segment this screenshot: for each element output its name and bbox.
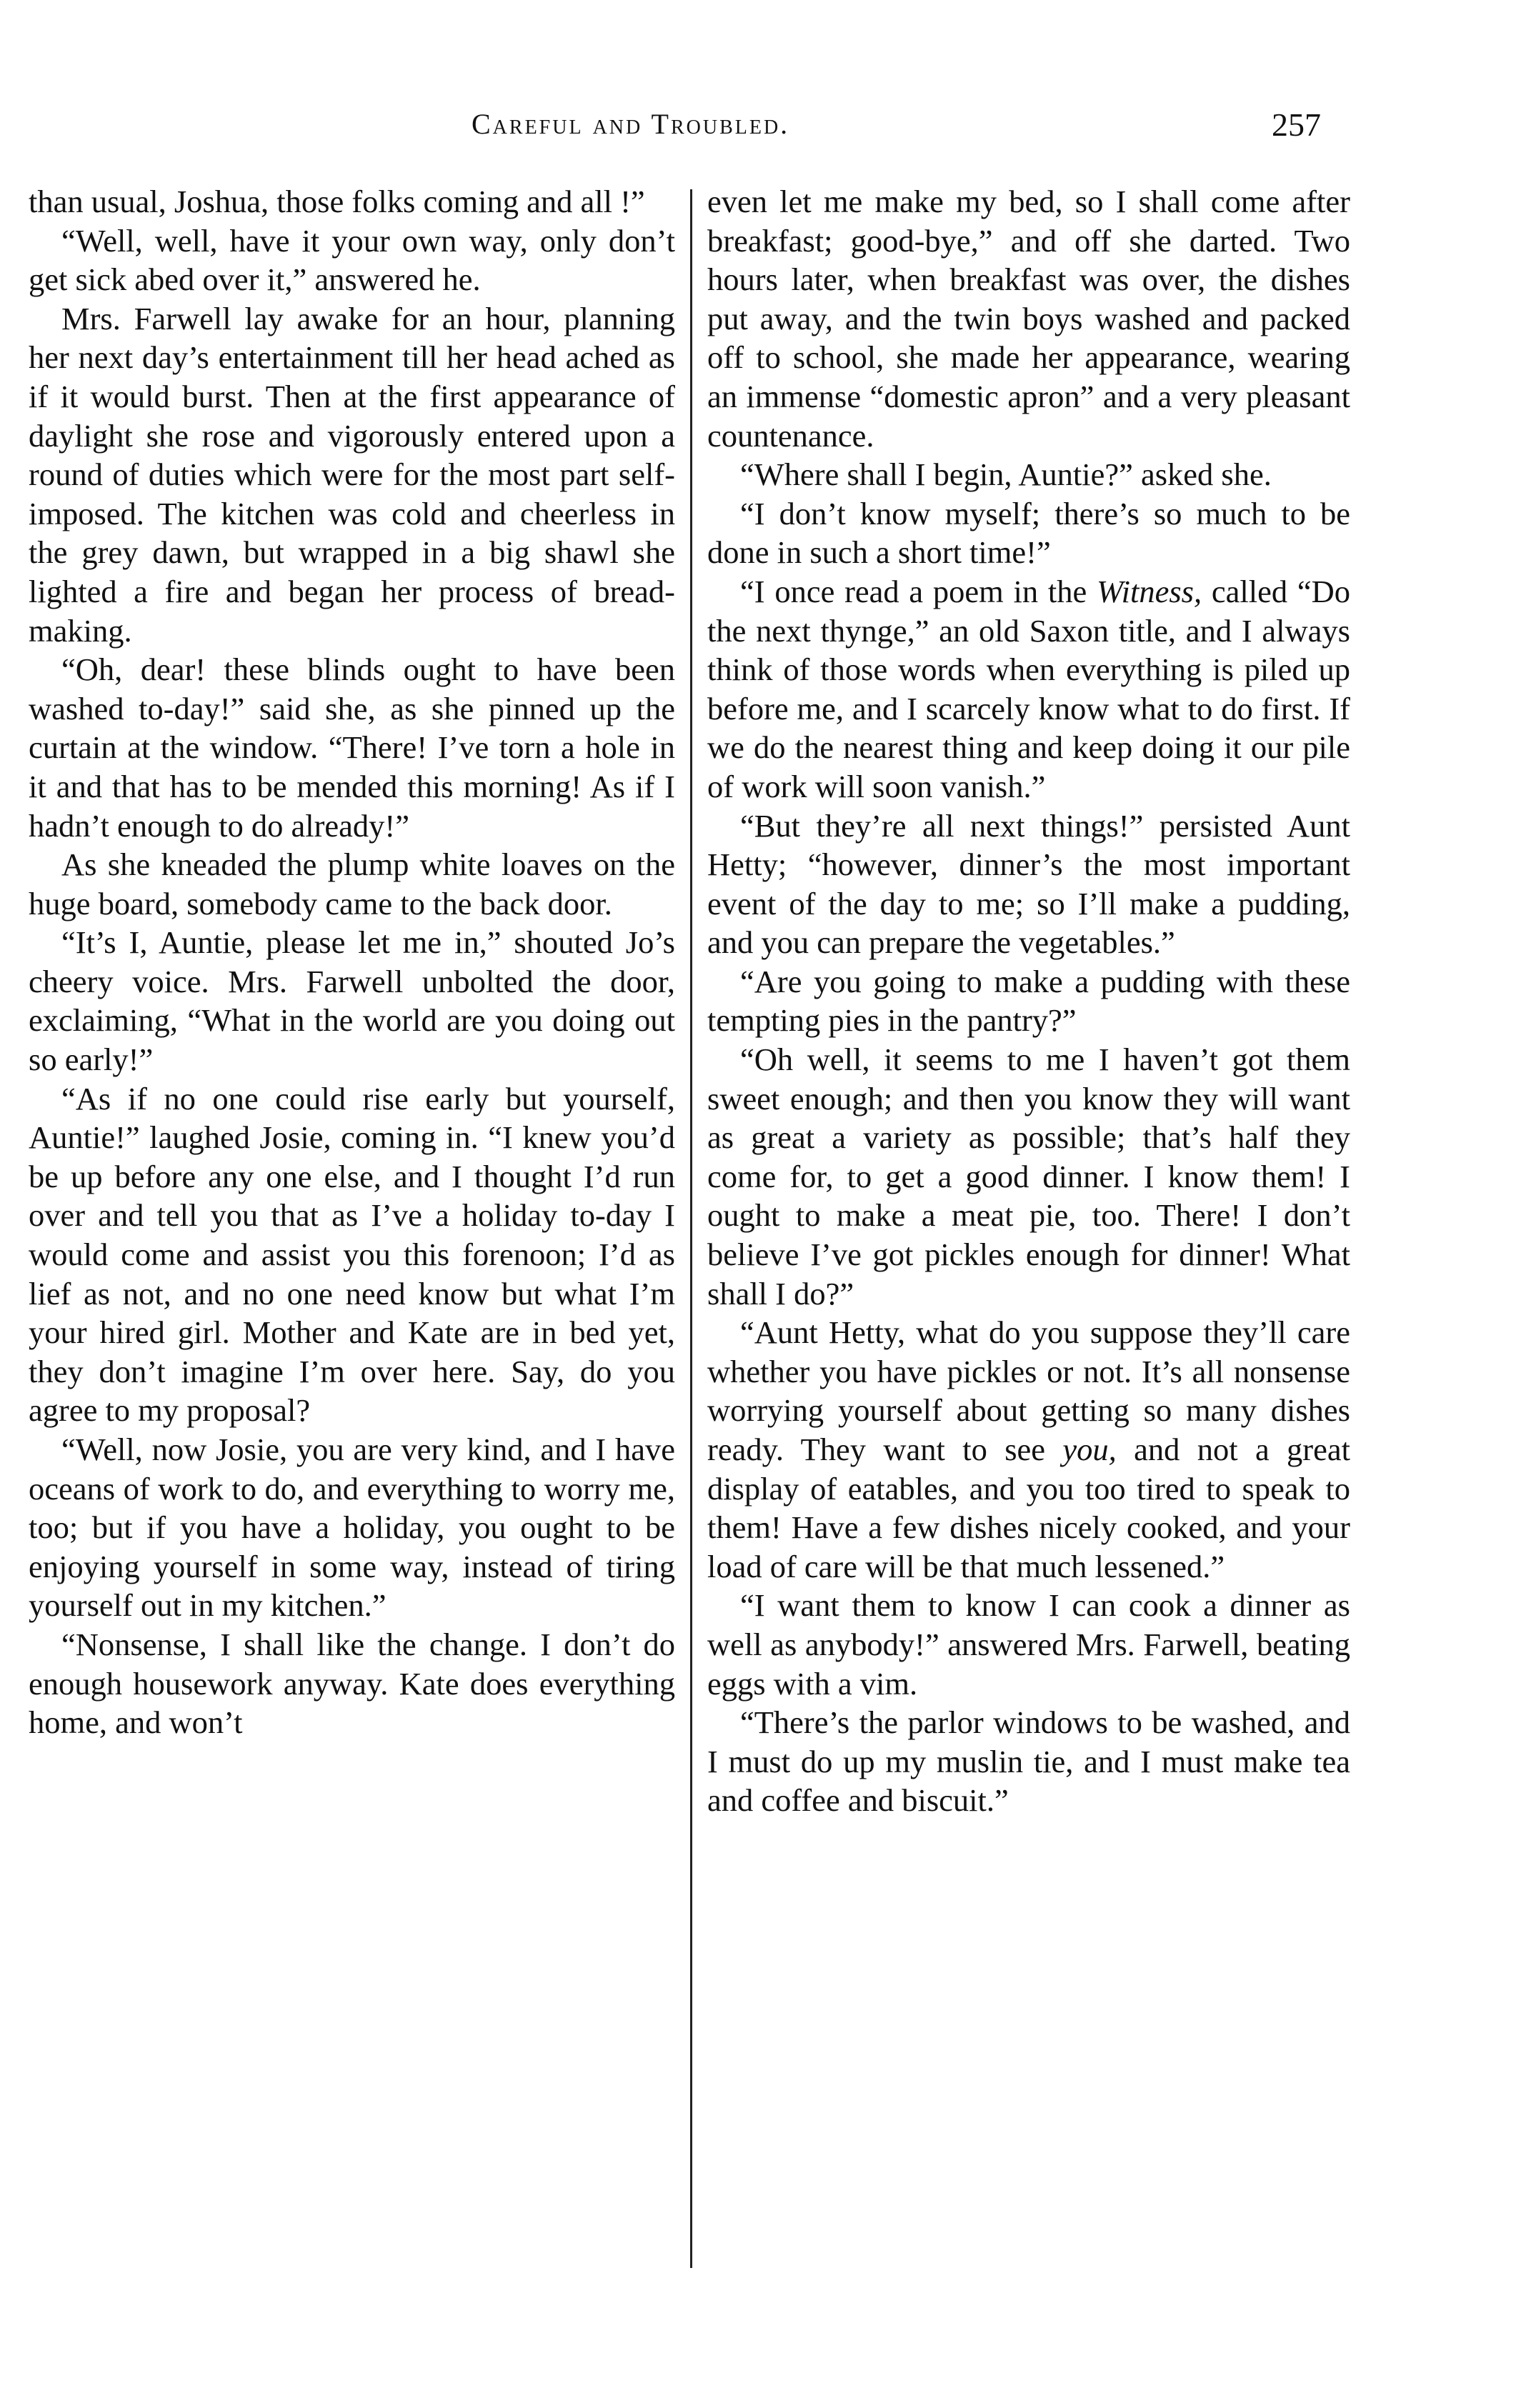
running-header — [0, 107, 1526, 157]
text-run: and not a great display of eatables, and you too tired to speak to them! Have a few dishes nicely cooked, and your load of care will be that much lessened.” — [707, 1432, 1350, 1584]
paragraph — [707, 572, 1350, 806]
running-title: Careful and Troubled. — [472, 108, 790, 140]
paragraph: Mrs. Farwell lay awake for an hour, planning her next day’s entertainment till her head ached as if it would burst. Then at the first appearance of daylight she rose and vigorously entered upon a round of duties which were for the most part self-imposed. The kitchen was cold and cheerless in the grey dawn, but wrapped in a big shawl she lighted a fire and began her process of bread-making. — [29, 300, 675, 649]
left-column — [29, 182, 675, 1742]
paragraph: “Well, now Josie, you are very kind, and I have oceans of work to do, and everything to worry me, too; but if you have a holiday, you ought to be enjoying yourself in some way, instead of tiring yourself out in my kitchen.” — [29, 1432, 675, 1624]
paragraph: “But they’re all next things!” persisted Aunt Hetty; “however, dinner’s the most important event of the day to me; so I’ll make a pudding, and you can prepare the vegetables.” — [707, 807, 1350, 961]
paragraph: “Oh, dear! these blinds ought to have been washed to-day!” said she, as she pinned up the curtain at the window. “There! I’ve torn a hole in it and that has to be mended this morning! As if I hadn’t enough to do already!” — [29, 651, 675, 844]
italic-emphasis: you, — [1062, 1432, 1117, 1467]
paragraph: “There’s the parlor windows to be washed, and I must do up my muslin tie, and I must make tea and coffee and biscuit.” — [707, 1704, 1350, 1819]
paragraph — [707, 1313, 1350, 1586]
text-run: “I once read a poem in the — [740, 573, 1097, 609]
paragraph: “I don’t know myself; there’s so much to be done in such a short time!” — [707, 495, 1350, 571]
paragraph: “As if no one could rise early but yourself, Auntie!” laughed Josie, coming in. “I knew you’d be up before any one else, and I thought I’d run over and tell you that as I’ve a holiday to-day I would come and assist you this forenoon; I’d as lief as not, and no one need know but what I’m your hired girl. Mother and Kate are in bed yet, they don’t imagine I’m over here. Say, do you agree to my proposal? — [29, 1080, 675, 1429]
right-column — [707, 182, 1350, 1820]
paragraph: As she kneaded the plump white loaves on the huge board, somebody came to the back door. — [29, 846, 675, 921]
paragraph: “It’s I, Auntie, please let me in,” shouted Jo’s cheery voice. Mrs. Farwell unbolted the door, exclaiming, “What in the world are you doing out so early!” — [29, 924, 675, 1078]
paragraph: “Oh well, it seems to me I haven’t got them sweet enough; and then you know they will want as great a variety as possible; that’s half they come for, to get a good dinner. I know them! I ought to make a meat pie, too. There! I don’t believe I’ve got pickles enough for dinner! What shall I do?” — [707, 1041, 1350, 1312]
paragraph: “Where shall I begin, Auntie?” asked she. — [740, 456, 1272, 493]
column-divider — [690, 189, 692, 2268]
paragraph: “Well, well, have it your own way, only don’t get sick abed over it,” answered he. — [29, 222, 675, 298]
text-run: “Aunt Hetty, what do you suppose they’ll care whether you have pickles or not. It’s all nonsense worrying yourself about getting so many dishes ready. They want to see — [707, 1314, 1350, 1467]
text-run: called “Do the next thynge,” an old Saxon title, and I always think of those words when everything is piled up before me, and I scarcely know what to do first. If we do the nearest thing and keep doing it our pile of work will soon vanish.” — [707, 573, 1350, 804]
paragraph: “I want them to know I can cook a dinner as well as anybody!” answered Mrs. Farwell, beating eggs with a vim. — [707, 1587, 1350, 1702]
paragraph: than usual, Joshua, those folks coming and all !” — [29, 184, 645, 219]
paragraph: “Are you going to make a pudding with these tempting pies in the pantry?” — [707, 963, 1350, 1039]
italic-title: Witness, — [1097, 573, 1202, 609]
paragraph: even let me make my bed, so I shall come after breakfast; good-bye,” and off she darted. Two hours later, when breakfast was over, the dishes put away, and the twin boys washed and packed off to school, she made her appearance, wearing an immense “domestic apron” and a very pleasant countenance. — [707, 184, 1350, 454]
page-number: 257 — [1272, 106, 1321, 143]
paragraph: “Nonsense, I shall like the change. I don’t do enough housework anyway. Kate does everything home, and won’t — [29, 1626, 675, 1741]
